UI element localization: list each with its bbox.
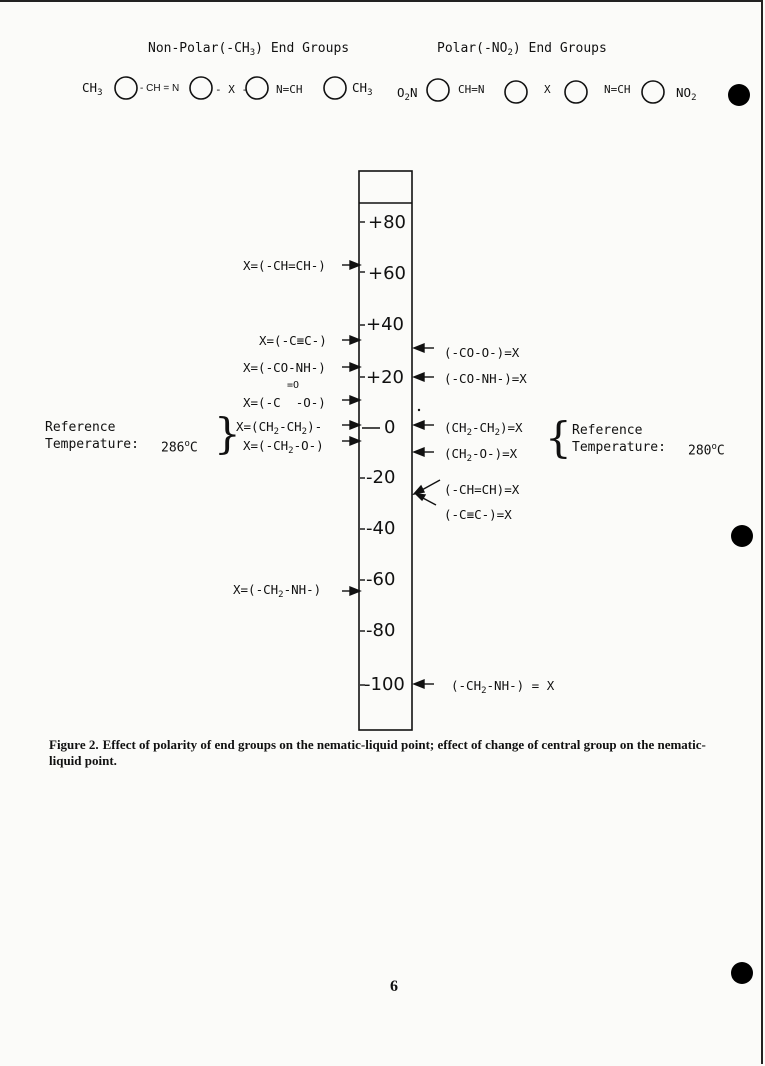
scale-label-minus60: -60: [366, 569, 396, 590]
nonpolar-x-link: - X -: [215, 83, 249, 96]
scale-label-minus40: -40: [366, 518, 396, 539]
benzene-ring-icon: [565, 81, 587, 103]
right-brace: {: [545, 413, 572, 462]
left-label-c-triple-c: X=(-C≡C-): [259, 333, 327, 348]
right-label-co-nh: (-CO-NH-)=X: [444, 371, 527, 386]
benzene-ring-icon: [190, 77, 212, 99]
scale-bar: [359, 171, 412, 730]
left-label-ether: $X=(-CH_2-O-)$: [243, 438, 324, 456]
scale-label-plus60: +60: [368, 263, 406, 284]
arrow-left-icon: [414, 448, 434, 456]
arrow-right-icon: [342, 396, 360, 404]
benzene-ring-icon: [324, 77, 346, 99]
arrow-left-icon: [414, 680, 434, 688]
left-brace: }: [214, 409, 241, 458]
scale-label-plus80: +80: [368, 212, 406, 233]
right-label-c-triple-c: (-C≡C-)=X: [444, 507, 512, 522]
scale-label-minus80: -80: [366, 620, 396, 641]
figure-caption: Figure 2. Effect of polarity of end groups on the nematic-liquid point; effect of change of central group on the nematic-liquid point.: [49, 737, 706, 768]
left-label-ester-carbonyl: =O: [287, 380, 300, 391]
scale-label-plus20: +20: [366, 367, 404, 388]
arrow-left-icon: [414, 344, 434, 352]
right-label-ether: $(CH_2-O-)=X$: [444, 446, 518, 464]
right-reference-temperature: 280$^o$C: [688, 442, 725, 459]
polar-link2: N=CH: [604, 83, 631, 96]
scale-label-plus40: +40: [366, 314, 404, 335]
punch-hole-top: [728, 84, 750, 106]
polar-o2n: $O_2N$: [397, 85, 418, 103]
right-label-amine: $(-CH_2-NH-) = X$: [451, 678, 555, 696]
benzene-ring-icon: [642, 81, 664, 103]
punch-hole-middle: [731, 525, 753, 547]
nonpolar-link2: N=CH: [276, 83, 303, 96]
right-label-ch-ch: (-CH=CH)=X: [444, 482, 520, 497]
benzene-ring-icon: [246, 77, 268, 99]
arrow-diagonal-icon: [416, 494, 436, 505]
arrow-left-icon: [414, 421, 434, 429]
benzene-ring-icon: [115, 77, 137, 99]
left-reference-label: Reference Temperature:: [45, 420, 139, 452]
left-label-ch-ch: X=(-CH=CH-): [243, 258, 326, 273]
right-label-co-o: (-CO-O-)=X: [444, 345, 520, 360]
right-reference-label: Reference Temperature:: [572, 423, 666, 455]
arrow-right-icon: [342, 261, 360, 269]
left-label-ester: X=(-C -O-): [243, 395, 326, 410]
arrow-right-icon: [342, 421, 360, 429]
left-label-ethylene: $X=(CH_2-CH_2)-$: [236, 419, 323, 437]
polar-x-link: X: [544, 83, 551, 96]
polar-no2: $NO_2$: [676, 85, 697, 103]
scale-ticks: [360, 222, 380, 685]
arrow-right-icon: [342, 336, 360, 344]
left-label-amine: $X=(-CH_2-NH-)$: [233, 582, 322, 600]
benzene-ring-icon: [427, 79, 449, 101]
arrow-right-icon: [342, 363, 360, 371]
arrow-right-icon: [342, 587, 360, 595]
nonpolar-end-groups-title: Non-$Polar(-CH_3)$ End Groups: [148, 41, 350, 58]
polar-link1: CH=N: [458, 83, 485, 96]
benzene-ring-icon: [505, 81, 527, 103]
scale-label-minus20: -20: [366, 467, 396, 488]
arrow-left-icon: [414, 373, 434, 381]
left-label-co-nh: X=(-CO-NH-): [243, 360, 326, 375]
nonpolar-ch3-right: $CH_3$: [352, 80, 373, 98]
scale-label-zero: 0: [384, 417, 396, 438]
arrow-diagonal-icon: [414, 480, 440, 494]
right-label-ethylene: $(CH_2-CH_2)=X$: [444, 420, 523, 438]
punch-hole-bottom: [731, 962, 753, 984]
nonpolar-link1: - CH = N: [140, 83, 180, 94]
arrow-right-icon: [342, 437, 360, 445]
nonpolar-ch3-left: $CH_3$: [82, 80, 103, 98]
left-reference-temperature: 286$^o$C: [161, 439, 198, 456]
page-number: 6: [390, 978, 398, 995]
scale-label-minus100: -100: [364, 674, 405, 695]
polar-end-groups-title: $Polar(-NO_2)$ End Groups: [437, 41, 607, 58]
